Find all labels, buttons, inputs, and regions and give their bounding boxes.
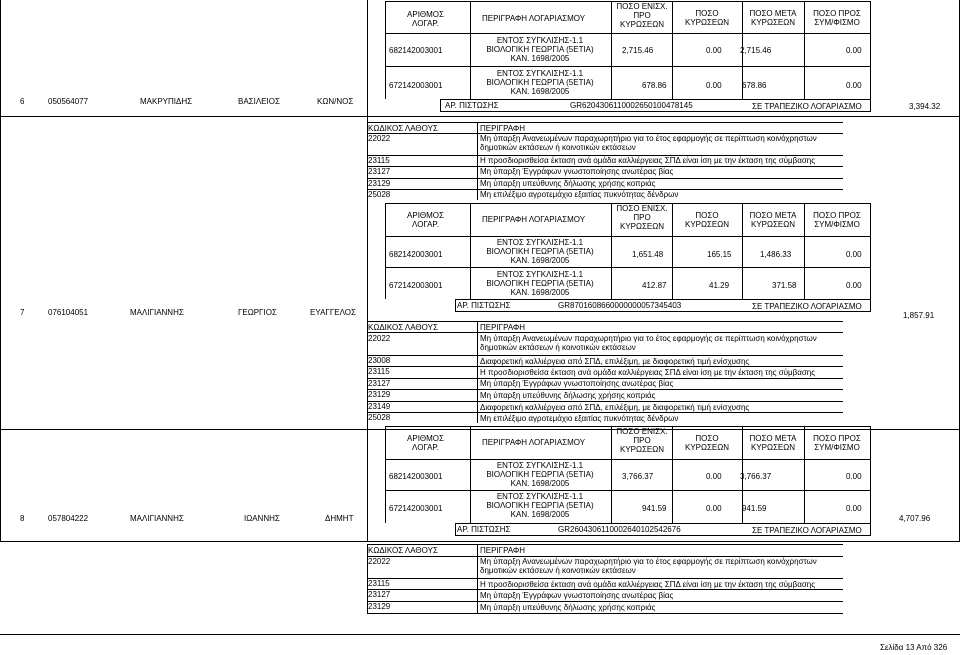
amount-post: 3,766.37 xyxy=(740,472,772,481)
amount-pre: 412.87 xyxy=(642,281,667,290)
bank-account-label: ΣΕ ΤΡΑΠΕΖΙΚΟ ΛΟΓΑΡΙΑΣΜΟ xyxy=(752,102,862,111)
first-name: ΓΕΩΡΓΙΟΣ xyxy=(238,308,277,317)
account-desc: ΕΝΤΟΣ ΣΥΓΚΛΙΣΗΣ-1.1 ΒΙΟΛΟΓΙΚΗ ΓΕΩΡΓΙΑ (5ΕΤΙΑ) ΚΑΝ. 1698/2005 xyxy=(486,461,594,489)
error-text: Μη ύπαρξη υπεύθυνης δήλωσης χρήσης κοπριάς xyxy=(480,179,656,188)
bank-account-label: ΣΕ ΤΡΑΠΕΖΙΚΟ ΛΟΓΑΡΙΑΣΜΟ xyxy=(752,526,862,535)
offset: 0.00 xyxy=(846,472,862,481)
error-code: 23115 xyxy=(368,156,390,165)
header-amount-pre: ΠΟΣΟ ΕΝΙΣΧ. ΠΡΟ ΚΥΡΩΣΕΩΝ xyxy=(616,2,668,30)
offset: 0.00 xyxy=(846,81,862,90)
offset: 0.00 xyxy=(846,250,862,259)
error-code: 23129 xyxy=(368,390,391,399)
account-code: 672142003001 xyxy=(389,81,443,90)
offset: 0.00 xyxy=(846,281,862,290)
afm-number: 050564077 xyxy=(48,97,89,106)
offset: 0.00 xyxy=(846,504,862,513)
error-code: 23008 xyxy=(368,356,391,365)
sanctions: 0.00 xyxy=(706,46,722,55)
total-amount: 1,857.91 xyxy=(903,311,935,320)
amount-post: 1,486.33 xyxy=(760,250,792,259)
error-text: Μη ύπαρξη υπεύθυνης δήλωσης χρήσης κοπριάς xyxy=(480,391,656,400)
account-desc: ΕΝΤΟΣ ΣΥΓΚΛΙΣΗΣ-1.1 ΒΙΟΛΟΓΙΚΗ ΓΕΩΡΓΙΑ (5ΕΤΙΑ) ΚΑΝ. 1698/2005 xyxy=(486,69,594,97)
error-code-header: ΚΩΔΙΚΟΣ ΛΑΘΟΥΣ xyxy=(368,323,438,332)
header-offset: ΠΟΣΟ ΠΡΟΣ ΣΥΜ/ΦΙΣΜΟ xyxy=(813,9,861,28)
account-code: 682142003001 xyxy=(389,250,443,259)
surname: ΜΑΚΡΥΠΙΔΗΣ xyxy=(140,97,193,106)
account-code: 682142003001 xyxy=(389,472,443,481)
surname: ΜΑΛΙΓΙΑΝΝΗΣ xyxy=(130,308,184,317)
iban-label: ΑΡ. ΠΙΣΤΩΣΗΣ xyxy=(445,101,499,110)
amount-post: 371.58 xyxy=(772,281,797,290)
afm-number: 057804222 xyxy=(48,514,89,523)
iban-label: ΑΡ. ΠΙΣΤΩΣΗΣ xyxy=(457,525,511,534)
error-code: 23129 xyxy=(368,179,391,188)
afm-number: 076104051 xyxy=(48,308,89,317)
error-text: Μη επιλέξιμο αγροτεμάχιο εξαιτίας πυκνότητας δένδρων xyxy=(480,414,679,423)
amount-pre: 678.86 xyxy=(642,81,667,90)
seq-number: 6 xyxy=(20,97,25,106)
error-code: 22022 xyxy=(368,134,391,143)
header-offset: ΠΟΣΟ ΠΡΟΣ ΣΥΜ/ΦΙΣΜΟ xyxy=(813,434,861,453)
amount-post: 941.59 xyxy=(742,504,767,513)
header-sanctions: ΠΟΣΟ ΚΥΡΩΣΕΩΝ xyxy=(684,434,730,453)
description-header: ΠΕΡΙΓΡΑΦΗ xyxy=(480,323,526,332)
header-sanctions: ΠΟΣΟ ΚΥΡΩΣΕΩΝ xyxy=(684,9,730,28)
error-text: Μη ύπαρξη υπεύθυνης δήλωσης χρήσης κοπριάς xyxy=(480,603,656,612)
error-code: 23127 xyxy=(368,379,391,388)
sanctions: 0.00 xyxy=(706,81,722,90)
error-code: 23129 xyxy=(368,602,391,611)
error-code: 23115 xyxy=(368,579,390,588)
header-account-desc: ΠΕΡΙΓΡΑΦΗ ΛΟΓΑΡΙΑΣΜΟΥ xyxy=(482,14,586,23)
description-header: ΠΕΡΙΓΡΑΦΗ xyxy=(480,124,526,133)
father-name: ΕΥΑΓΓΕΛΟΣ xyxy=(310,308,356,317)
error-text: Μη ύπαρξη Ανανεωμένων παραχωρητήριο για το έτος εφαρμογής σε περίπτωση κοινόχρηστων δημοτικών εκτάσεων ή κοινοτικών εκτάσεων xyxy=(480,134,817,153)
amount-pre: 1,651.48 xyxy=(632,250,664,259)
seq-number: 8 xyxy=(20,514,25,523)
error-code: 23127 xyxy=(368,167,391,176)
error-text: Μη ύπαρξη Έγγράφων γνωστοποίησης ανωτέρας βίας xyxy=(480,591,674,600)
error-code-header: ΚΩΔΙΚΟΣ ΛΑΘΟΥΣ xyxy=(368,546,438,555)
father-name: ΚΩΝ/ΝΟΣ xyxy=(317,97,354,106)
iban: GR6204306110002650100478145 xyxy=(570,101,693,110)
error-text: Η προσδιορισθείσα έκταση ανά ομάδα καλλιέργειας ΣΠΔ είναι ίση με την έκταση της σύμβασης xyxy=(480,156,816,165)
header-offset: ΠΟΣΟ ΠΡΟΣ ΣΥΜ/ΦΙΣΜΟ xyxy=(813,211,861,230)
sanctions: 0.00 xyxy=(706,472,722,481)
description-header: ΠΕΡΙΓΡΑΦΗ xyxy=(480,546,526,555)
first-name: ΒΑΣΙΛΕΙΟΣ xyxy=(238,97,280,106)
header-sanctions: ΠΟΣΟ ΚΥΡΩΣΕΩΝ xyxy=(684,211,730,230)
header-account-desc: ΠΕΡΙΓΡΑΦΗ ΛΟΓΑΡΙΑΣΜΟΥ xyxy=(482,215,586,224)
account-desc: ΕΝΤΟΣ ΣΥΓΚΛΙΣΗΣ-1.1 ΒΙΟΛΟΓΙΚΗ ΓΕΩΡΓΙΑ (5ΕΤΙΑ) ΚΑΝ. 1698/2005 xyxy=(486,36,594,64)
first-name: ΙΩΑΝΝΗΣ xyxy=(244,514,280,523)
amount-post: 2,715.46 xyxy=(740,46,772,55)
header-account-no: ΑΡΙΘΜΟΣ ΛΟΓΑΡ. xyxy=(407,211,444,230)
header-amount-post: ΠΟΣΟ ΜΕΤΑ ΚΥΡΩΣΕΩΝ xyxy=(749,211,797,230)
seq-number: 7 xyxy=(20,308,25,317)
error-code: 22022 xyxy=(368,334,391,343)
error-text: Μη ύπαρξη Έγγράφων γνωστοποίησης ανωτέρας βίας xyxy=(480,379,674,388)
page-number: Σελίδα 13 Από 326 xyxy=(880,643,948,652)
header-account-no: ΑΡΙΘΜΟΣ ΛΟΓΑΡ. xyxy=(407,434,444,453)
header-amount-post: ΠΟΣΟ ΜΕΤΑ ΚΥΡΩΣΕΩΝ xyxy=(749,434,797,453)
sanctions: 165.15 xyxy=(707,250,732,259)
iban: GR2604306110002640102542676 xyxy=(558,525,681,534)
father-name: ΔΗΜΗΤ xyxy=(325,514,354,523)
account-desc: ΕΝΤΟΣ ΣΥΓΚΛΙΣΗΣ-1.1 ΒΙΟΛΟΓΙΚΗ ΓΕΩΡΓΙΑ (5ΕΤΙΑ) ΚΑΝ. 1698/2005 xyxy=(486,492,594,520)
amount-pre: 3,766.37 xyxy=(622,472,654,481)
account-code: 682142003001 xyxy=(389,46,443,55)
error-code: 23149 xyxy=(368,402,391,411)
error-text: Μη ύπαρξη Ανανεωμένων παραχωρητήριο για το έτος εφαρμογής σε περίπτωση κοινόχρηστων δημοτικών εκτάσεων ή κοινοτικών εκτάσεων xyxy=(480,334,817,353)
sanctions: 41.29 xyxy=(709,281,730,290)
account-code: 672142003001 xyxy=(389,504,443,513)
error-text: Η προσδιορισθείσα έκταση ανά ομάδα καλλιέργειας ΣΠΔ είναι ίση με την έκταση της σύμβασης xyxy=(480,368,816,377)
header-account-desc: ΠΕΡΙΓΡΑΦΗ ΛΟΓΑΡΙΑΣΜΟΥ xyxy=(482,438,586,447)
error-code: 25028 xyxy=(368,190,391,199)
error-text: Μη επιλέξιμο αγροτεμάχιο εξαιτίας πυκνότητας δένδρων xyxy=(480,190,679,199)
header-amount-post: ΠΟΣΟ ΜΕΤΑ ΚΥΡΩΣΕΩΝ xyxy=(749,9,797,28)
total-amount: 3,394.32 xyxy=(909,102,941,111)
header-account-no: ΑΡΙΘΜΟΣ ΛΟΓΑΡ. xyxy=(407,10,444,29)
account-desc: ΕΝΤΟΣ ΣΥΓΚΛΙΣΗΣ-1.1 ΒΙΟΛΟΓΙΚΗ ΓΕΩΡΓΙΑ (5ΕΤΙΑ) ΚΑΝ. 1698/2005 xyxy=(486,270,594,298)
error-text: Διαφορετική καλλιέργεια από ΣΠΔ, επιλέξιμη, με διαφορετική τιμή ενίσχυσης xyxy=(480,357,750,366)
iban: GR8701608660000000057345403 xyxy=(558,301,682,310)
bank-account-label: ΣΕ ΤΡΑΠΕΖΙΚΟ ΛΟΓΑΡΙΑΣΜΟ xyxy=(752,302,862,311)
amount-pre: 941.59 xyxy=(642,504,667,513)
iban-label: ΑΡ. ΠΙΣΤΩΣΗΣ xyxy=(457,301,511,310)
error-code: 22022 xyxy=(368,557,391,566)
total-amount: 4,707.96 xyxy=(899,514,931,523)
error-code: 23127 xyxy=(368,590,391,599)
amount-pre: 2,715.46 xyxy=(622,46,654,55)
header-amount-pre: ΠΟΣΟ ΕΝΙΣΧ. ΠΡΟ ΚΥΡΩΣΕΩΝ xyxy=(616,204,668,232)
error-code: 25028 xyxy=(368,413,391,422)
error-code-header: ΚΩΔΙΚΟΣ ΛΑΘΟΥΣ xyxy=(368,124,438,133)
offset: 0.00 xyxy=(846,46,862,55)
error-text: Η προσδιορισθείσα έκταση ανά ομάδα καλλιέργειας ΣΠΔ είναι ίση με την έκταση της σύμβασης xyxy=(480,580,816,589)
error-text: Μη ύπαρξη Έγγράφων γνωστοποίησης ανωτέρας βίας xyxy=(480,167,674,176)
error-text: Μη ύπαρξη Ανανεωμένων παραχωρητήριο για το έτος εφαρμογής σε περίπτωση κοινόχρηστων δημοτικών εκτάσεων ή κοινοτικών εκτάσεων xyxy=(480,557,817,576)
header-amount-pre: ΠΟΣΟ ΕΝΙΣΧ. ΠΡΟ ΚΥΡΩΣΕΩΝ xyxy=(616,427,668,455)
surname: ΜΑΛΙΓΙΑΝΝΗΣ xyxy=(130,514,184,523)
sanctions: 0.00 xyxy=(706,504,722,513)
account-code: 672142003001 xyxy=(389,281,443,290)
error-text: Διαφορετική καλλιέργεια από ΣΠΔ, επιλέξιμη, με διαφορετική τιμή ενίσχυσης xyxy=(480,403,750,412)
error-code: 23115 xyxy=(368,367,390,376)
account-desc: ΕΝΤΟΣ ΣΥΓΚΛΙΣΗΣ-1.1 ΒΙΟΛΟΓΙΚΗ ΓΕΩΡΓΙΑ (5ΕΤΙΑ) ΚΑΝ. 1698/2005 xyxy=(486,238,594,266)
amount-post: 678.86 xyxy=(742,81,767,90)
